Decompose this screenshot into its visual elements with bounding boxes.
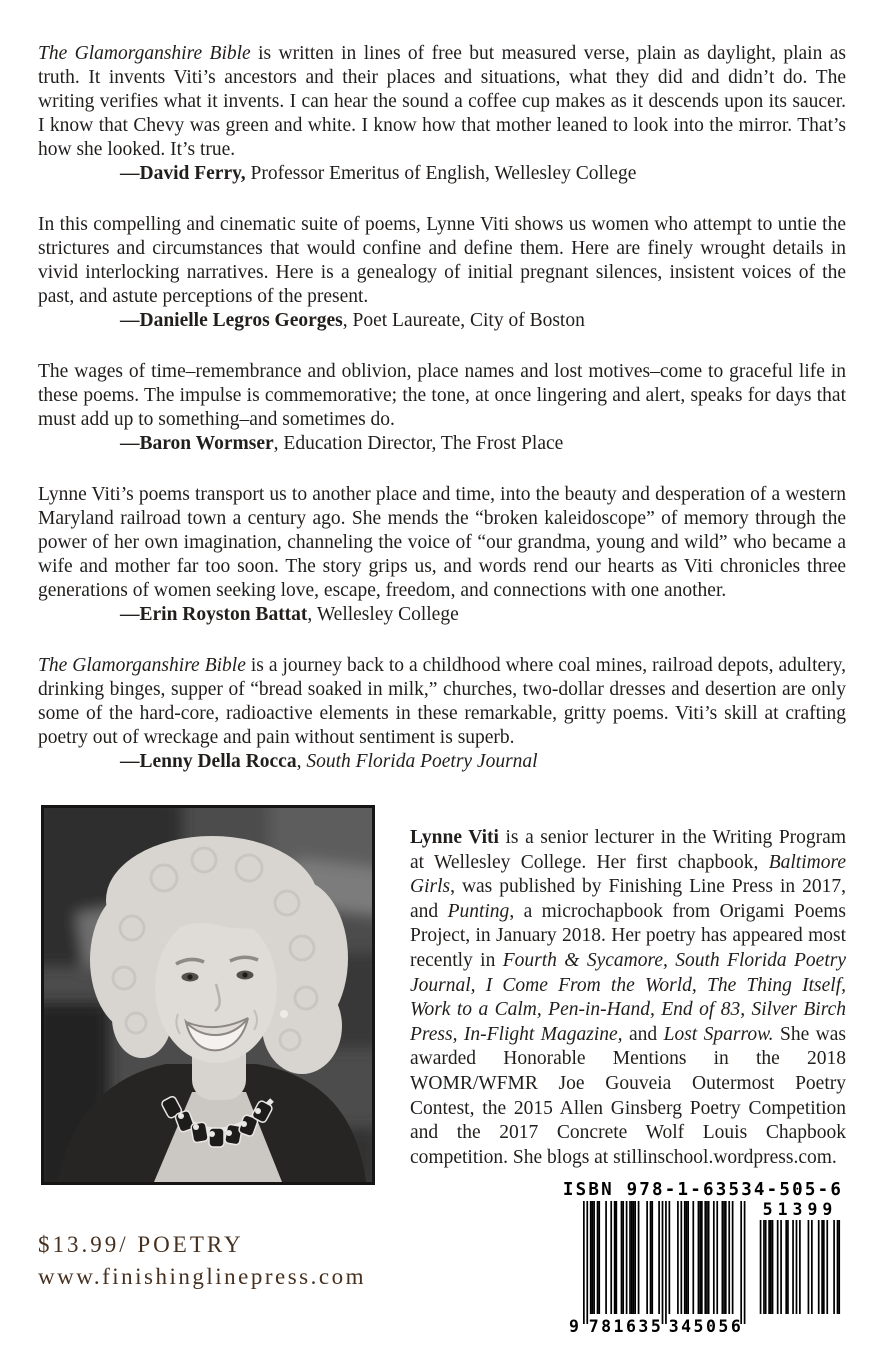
- blurb-attribution: —David Ferry, Professor Emeritus of English, Wellesley College: [120, 163, 637, 184]
- blurb-text: Lynne Viti’s poems transport us to another place and time, into the beauty and desperation of a western Maryland railroad town a century ago. She mends the “broken kaleidoscope” of memory through the power of her own imagination, channeling the voice of “our grandma, young and wild” who became a wife and mother far too soon. The story grips us, and words rend our hearts as Viti chronicles three generations of women seeking love, escape, freedom, and connections with one another.: [38, 484, 846, 601]
- blurb-danielle-legros-georges: [38, 213, 846, 333]
- footer-left: [38, 1230, 366, 1292]
- blurb-text: In this compelling and cinematic suite of poems, Lynne Viti shows us women who attempt to untie the strictures and circumstances that would confine and define them. Here are finely wrought details in vivid interlocking narratives. Here is a genealogy of initial pregnant silences, insistent voices of the past, and astute perceptions of the present.: [38, 214, 846, 307]
- ean5-supplement-bars: [760, 1220, 840, 1314]
- author-photo-art: [44, 808, 372, 1182]
- ean-right-digits: 345056: [668, 1317, 744, 1336]
- blurb-erin-royston-battat: [38, 483, 846, 627]
- blurb-attribution: —Baron Wormser, Education Director, The Frost Place: [120, 433, 564, 454]
- publisher-website: www.finishinglinepress.com: [38, 1264, 366, 1289]
- ean-left-digits: 781635: [588, 1317, 664, 1336]
- blurb-text: The Glamorganshire Bible is written in lines of free but measured verse, plain as daylight, plain as truth. It invents Viti’s ancestors and their places and situations, what they did and didn’t do. The writing verifies what it invents. I can hear the sound a coffee cup makes as it descends upon its saucer. I know that Chevy was green and white. I know how that mother leaned to look into the mirror. That’s how she looked. It’s true.: [38, 43, 846, 160]
- ean-prefix-digit: 9: [569, 1317, 579, 1336]
- isbn-label: ISBN 978-1-63534-505-6: [562, 1180, 844, 1200]
- blurb-baron-wormser: [38, 360, 846, 456]
- barcode: [552, 1174, 852, 1350]
- blurb-attribution: —Danielle Legros Georges, Poet Laureate, City of Boston: [120, 310, 585, 331]
- blurb-text: The wages of time–remembrance and oblivion, place names and lost motives–come to graceful life in these poems. The impulse is commemorative; the tone, at once lingering and alert, speaks for days that must add up to something–and sometimes do.: [38, 361, 846, 430]
- supplement-digits: 51399: [762, 1200, 838, 1219]
- blurb-attribution: —Erin Royston Battat, Wellesley College: [120, 604, 459, 625]
- author-bio: Lynne Viti is a senior lecturer in the Writing Program at Wellesley College. Her first chapbook, Baltimore Girls, was published by Finishing Line Press in 2017, and Punting, a microchapbook from Origami Poems Project, in January 2018. Her poetry has appeared most recently in Fourth & Sycamore, South Florida Poetry Journal, I Come From the World, The Thing Itself, Work to a Calm, Pen-in-Hand, End of 83, Silver Birch Press, In-Flight Magazine, and Lost Sparrow. She was awarded Honorable Mentions in the 2018 WOMR/WFMR Joe Gouveia Outermost Poetry Contest, the 2015 Allen Ginsberg Poetry Competition and the 2017 Concrete Wolf Louis Chapbook competition. She blogs at stillinschool.wordpress.com.: [410, 827, 847, 1168]
- price-label: $13.99/ POETRY: [38, 1232, 244, 1257]
- author-photo: [41, 805, 375, 1185]
- blurb-david-ferry: [38, 42, 846, 186]
- blurb-list: [38, 42, 846, 801]
- blurb-lenny-della-rocca: [38, 654, 846, 774]
- blurb-text: The Glamorganshire Bible is a journey back to a childhood where coal mines, railroad depots, adultery, drinking binges, supper of “bread soaked in milk,” churches, two-dollar dresses and desertion are only some of the hard-core, radioactive elements in these remarkable, gritty poems. Viti’s skill at crafting poetry out of wreckage and pain without sentiment is superb.: [38, 655, 846, 748]
- blurb-attribution: —Lenny Della Rocca, South Florida Poetry Journal: [120, 751, 538, 772]
- barcode-art: [552, 1174, 852, 1350]
